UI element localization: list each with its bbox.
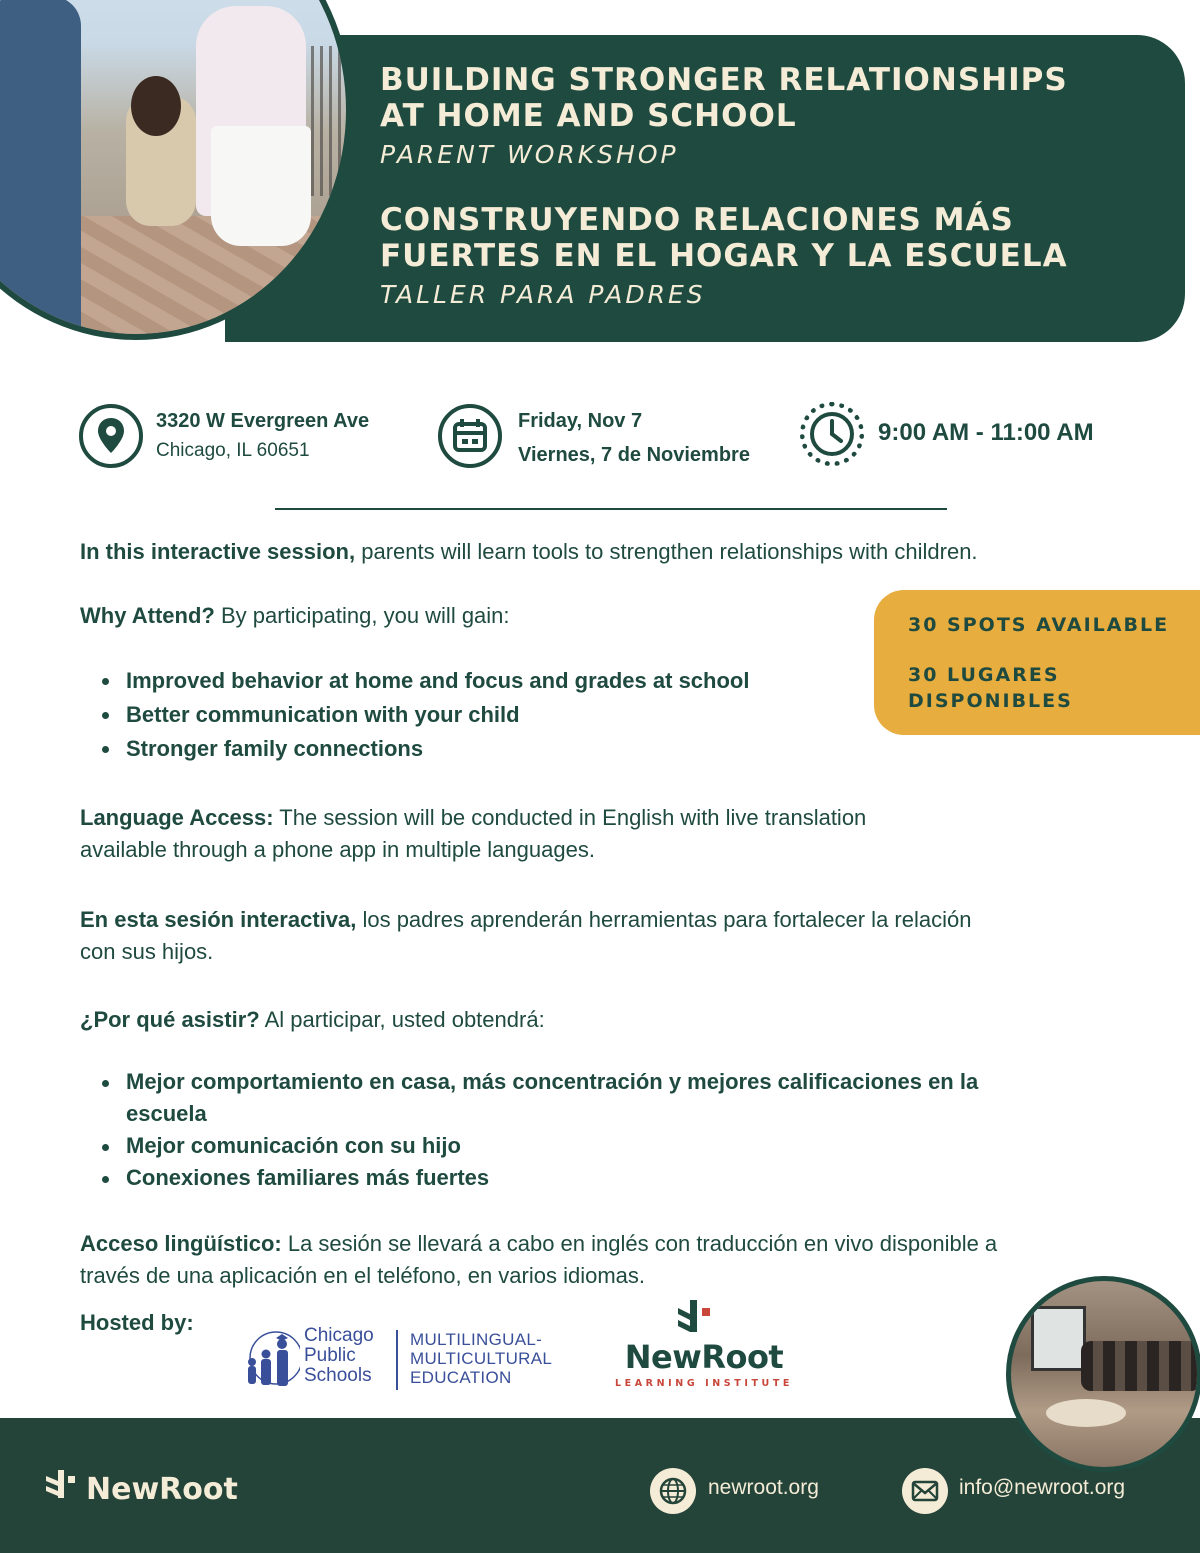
list-item: Mejor comunicación con su hijo — [100, 1130, 978, 1162]
list-item: Improved behavior at home and focus and grades at school — [100, 664, 749, 698]
language-access-spanish: Acceso lingüístico: La sesión se llevará a cabo en inglés con traducción en vivo disponible a través de una aplicación en el teléfono, en varios idiomas. — [80, 1231, 998, 1288]
benefits-list-english — [100, 664, 749, 766]
email-link[interactable]: info@newroot.org — [959, 1476, 1126, 1499]
footer-brand: NewRoot — [86, 1472, 238, 1507]
date: Friday, Nov 7 Viernes, 7 de Noviembre — [518, 410, 750, 466]
newroot-mark-icon — [678, 1300, 718, 1336]
list-item: Mejor comportamiento en casa, más concentración y mejores calificaciones en la escuela — [100, 1066, 978, 1130]
title-english: BUILDING STRONGER RELATIONSHIPS AT HOME AND SCHOOL — [380, 62, 1068, 134]
time: 9:00 AM - 11:00 AM — [878, 419, 1094, 446]
globe-icon — [650, 1468, 696, 1514]
newroot-footer-mark-icon — [46, 1470, 82, 1500]
intro-english: In this interactive session, parents will learn tools to strengthen relationships with children. — [80, 539, 978, 564]
mail-icon — [902, 1468, 948, 1514]
address: 3320 W Evergreen Ave Chicago, IL 60651 — [156, 410, 370, 461]
workshop-photo — [1006, 1276, 1200, 1472]
subtitle-spanish: TALLER PARA PADRES — [380, 280, 706, 309]
why-attend-english: Why Attend? By participating, you will gain: — [80, 603, 510, 628]
list-item: Stronger family connections — [100, 732, 749, 766]
website-link[interactable]: newroot.org — [708, 1476, 819, 1499]
title-spanish: CONSTRUYENDO RELACIONES MÁS FUERTES EN EL HOGAR Y LA ESCUELA — [380, 202, 1068, 274]
hosted-by-label: Hosted by: — [80, 1310, 194, 1335]
intro-spanish: En esta sesión interactiva, los padres aprenderán herramientas para fortalecer la relación con sus hijos. — [80, 907, 972, 964]
cps-figures-icon — [240, 1324, 300, 1390]
language-access-english: Language Access: The session will be conducted in English with live translation available through a phone app in multiple languages. — [80, 805, 867, 862]
list-item: Conexiones familiares más fuertes — [100, 1162, 978, 1194]
subtitle-english: PARENT WORKSHOP — [380, 140, 679, 169]
list-item: Better communication with your child — [100, 698, 749, 732]
footer — [0, 1418, 1200, 1553]
clock-icon — [800, 402, 864, 466]
newroot-learning-institute-logo: NewRoot LEARNING INSTITUTE — [604, 1300, 804, 1395]
calendar-icon — [438, 404, 502, 468]
hero-photo-family-walking — [0, 0, 352, 340]
benefits-list-spanish — [100, 1066, 978, 1194]
cps-mme-logo: Chicago Public Schools MULTILINGUAL- MULTICULTURAL EDUCATION — [240, 1322, 570, 1392]
spots-available-badge: 30 SPOTS AVAILABLE 30 LUGARES DISPONIBLES — [874, 590, 1200, 735]
section-divider — [275, 508, 947, 510]
location-pin-icon — [79, 404, 143, 468]
why-attend-spanish: ¿Por qué asistir? Al participar, usted obtendrá: — [80, 1007, 545, 1032]
